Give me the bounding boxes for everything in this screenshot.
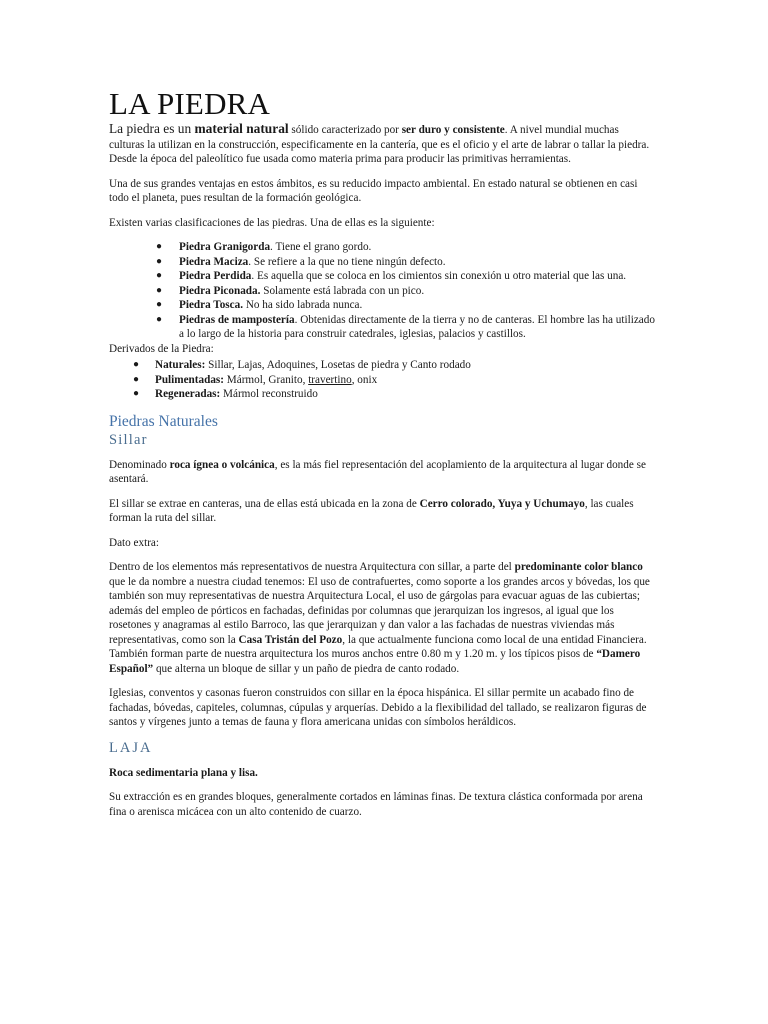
list-item-term: Piedras de mampostería [179,313,295,326]
bullet-icon: ● [133,373,140,385]
text: , la que actualmente funciona como local de una entidad Financiera. También forman parte de nuestra arquitectura los muros anchos entre 0.80 m y 1.20 m. y los típicos pisos de [109,633,647,660]
list-item [156,269,657,284]
text: , las cuales forman la ruta del sillar. [109,497,634,524]
bullet-icon: ● [156,299,163,310]
list-item-term: Naturales: [155,359,206,371]
page-title: LA PIEDRA [109,86,271,121]
subheading-sillar: Sillar [109,431,148,448]
bullet-icon: ● [133,388,140,399]
list-item [156,240,657,255]
text: que le da nombre a nuestra ciudad tenemos: El uso de contrafuertes, como soporte a los grandes arcos y bóvedas, los que también son muy representativas de nuestra Arquitectura Local, el uso de gárgolas para evacuar aguas de las cubiertas; además del empleo de pórticos en fachadas, definidas por columnas que jerarquizan los ingresos, al igual que los rosetones y anagramas al estilo Barroco, las que jerarquizan y dan valor a las fachadas de nuestras viviendas más representativas, como son la [109,575,650,646]
bullet-icon: ● [156,270,163,281]
advantages-paragraph: Una de sus grandes ventajas en estos ámbitos, es su reducido impacto ambiental. En estado natural se obtienen en casi todo el planeta, pues resultan de la formación geológica. [109,177,638,204]
sillar-paragraph-1 [109,458,657,487]
derivados-label: Derivados de la Piedra: [109,342,214,355]
bullet-icon: ● [156,313,163,325]
derivados-list [133,358,657,402]
list-item [156,255,657,270]
list-item-term: Regeneradas: [155,388,221,400]
bold-text: roca ígnea o volcánica [169,458,275,471]
list-item [156,313,657,342]
list-item [133,358,657,373]
laja-subtitle [109,766,657,781]
bold-text: Casa Tristán del Pozo [238,633,343,646]
intro-text-2: sólido caracterizado por [288,124,402,136]
list-item-desc: Solamente está labrada con un pico. [260,284,425,297]
dato-extra-label: Dato extra: [109,536,160,549]
intro-paragraph [109,122,657,167]
list-item-desc: No ha sido labrada nunca. [243,299,363,311]
list-item-desc: . Obtenidas directamente de la tierra y no de canteras. El hombre las ha utilizado a lo largo de la historia para construir catedrales, iglesias, palacios y castillos. [179,313,655,340]
list-item-term: Piedra Piconada. [179,284,261,297]
list-item-desc: Mármol, Granito, [224,373,309,386]
text: El sillar se extrae en canteras, una de ellas está ubicada en la zona de [109,497,420,510]
section-heading-piedras-naturales: Piedras Naturales [109,412,218,430]
sillar-paragraph-2 [109,497,657,526]
list-item-desc: Sillar, Lajas, Adoquines, Losetas de piedra y Canto rodado [205,359,471,371]
list-item-term: Pulimentadas: [155,373,224,386]
travertino-link[interactable]: travertino [308,373,352,386]
bullet-icon: ● [156,241,163,252]
document-page [109,86,657,819]
intro-bold-material: material natural [194,121,289,136]
bold-text: “Damero Español” [109,648,641,675]
list-item-desc: Mármol reconstruido [220,388,318,400]
bold-text: Cerro colorado, Yuya y Uchumayo [419,497,585,510]
text: Denominado [109,458,170,471]
list-item-term: Piedra Perdida [179,270,252,282]
list-item [133,387,657,402]
list-item [156,298,657,313]
bullet-icon: ● [156,284,163,296]
intro-text-3: . A nivel mundial muchas culturas la utilizan en la construcción, especificamente en la cantería, que es el oficio y el arte de labrar o tallar la piedra. Desde la época del paleolítico fue usada como materia prima para producir las primitivas herramientas. [109,124,650,165]
list-item-term: Piedra Maciza [179,255,249,268]
list-item-desc: . Es aquella que se coloca en los cimientos sin conexión u otro material que las una. [251,270,627,282]
bullet-icon: ● [133,359,140,370]
list-item-term: Piedra Granigorda [179,241,271,253]
list-item-term: Piedra Tosca. [179,299,244,311]
subheading-laja: LAJA [109,739,153,756]
classification-intro: Existen varias clasificaciones de las piedras. Una de ellas es la siguiente: [109,216,435,229]
list-item [133,373,657,388]
sillar-paragraph-4 [109,560,657,676]
text: que alterna un bloque de sillar y un paño de piedra de canto rodado. [153,662,460,675]
sillar-paragraph-5: Iglesias, conventos y casonas fueron construidos con sillar en la época hispánica. El sillar permite un acabado fino de fachadas, bóvedas, capiteles, columnas, cúpulas y arquerías. Debido a la flexibilidad del tallado, se realizaron figuras de santos y vírgenes junto a temas de fauna y flora americana unidas con símbolos heráldicos. [109,687,647,728]
text: Dentro de los elementos más representativos de nuestra Arquitectura con sillar, a parte del [109,561,515,573]
list-item-desc-post: , onix [351,373,378,386]
laja-paragraph-1: Su extracción es en grandes bloques, generalmente cortados en láminas finas. De textura clástica conformada por arena fina o arenisca micácea con un alto contenido de cuarzo. [109,791,643,818]
bold-text: Roca sedimentaria plana y lisa. [109,766,258,779]
list-item-desc: . Se refiere a la que no tiene ningún defecto. [248,255,446,268]
bold-text: predominante color blanco [514,561,643,573]
classification-list [156,240,657,342]
list-item-desc: . Tiene el grano gordo. [270,241,372,253]
bullet-icon: ● [156,255,163,267]
intro-text-1: La piedra es un [109,121,195,136]
text: , es la más fiel representación del acoplamiento de la arquitectura al lugar donde se asentará. [109,458,646,485]
list-item [156,284,657,299]
intro-bold-duro: ser duro y consistente [401,124,505,136]
